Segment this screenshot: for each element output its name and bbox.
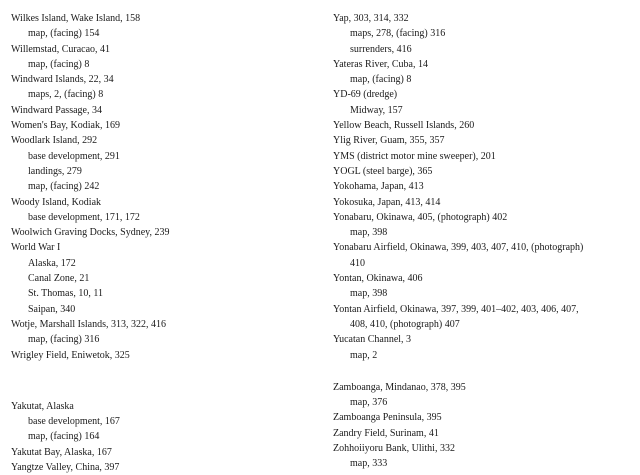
index-entry: Yakutat, Alaska (11, 400, 74, 412)
index-entry: Yucatan Channel, 3 (333, 334, 412, 346)
index-subentry: map, (facing) 242 (28, 181, 100, 193)
index-entry: Wotje, Marshall Islands, 313, 322, 416 (11, 318, 167, 330)
index-subentry: map, 333 (350, 458, 388, 470)
index-subentry: map, (facing) 8 (350, 74, 412, 86)
index-entry: YOGL (steel barge), 365 (333, 165, 433, 177)
right-group-y (333, 11, 633, 363)
index-entry: Yonabaru Airfield, Okinawa, 399, 403, 407, 410, (photograph) (333, 242, 584, 254)
left-group-w (11, 11, 311, 363)
right-column (333, 11, 633, 472)
index-entry: Zamboanga, Mindanao, 378, 395 (333, 381, 466, 393)
index-entry: Windward Passage, 34 (11, 104, 102, 116)
index-subentry: maps, 278, (facing) 316 (350, 28, 446, 40)
index-subentry: maps, 2, (facing) 8 (28, 89, 104, 101)
section-gap (333, 363, 633, 380)
index-entry: Yellow Beach, Russell Islands, 260 (333, 120, 475, 132)
index-subentry: map, (facing) 164 (28, 431, 100, 443)
index-entry: YD-69 (dredge) (333, 89, 398, 101)
index-entry: Yonabaru, Okinawa, 405, (photograph) 402 (333, 211, 508, 223)
index-entry: Women's Bay, Kodiak, 169 (11, 120, 120, 132)
index-subentry: Canal Zone, 21 (28, 273, 90, 285)
index-subentry: Midway, 157 (350, 104, 403, 116)
index-entry: Yateras River, Cuba, 14 (333, 58, 428, 70)
index-entry: Yontan Airfield, Okinawa, 397, 399, 401–402, 403, 406, 407, (333, 303, 579, 315)
index-subentry: Alaska, 172 (28, 257, 76, 269)
index-entry: Woody Island, Kodiak (11, 196, 102, 208)
index-subentry: map, (facing) 8 (28, 58, 90, 70)
index-subentry: base development, 167 (28, 416, 120, 428)
index-entry: Zandry Field, Surinam, 41 (333, 427, 439, 439)
index-entry: Ylig River, Guam, 355, 357 (333, 135, 445, 147)
index-entry: Woolwich Graving Docks, Sydney, 239 (11, 227, 170, 239)
index-entry: Yokohama, Japan, 413 (333, 181, 424, 193)
section-gap (11, 363, 311, 399)
index-entry: Windward Islands, 22, 34 (11, 74, 114, 86)
index-subentry: map, 398 (350, 288, 388, 300)
index-subentry: 408, 410, (photograph) 407 (350, 318, 460, 330)
index-entry: Yangtze Valley, China, 397 (11, 462, 120, 474)
index-subentry: map, 376 (350, 397, 388, 409)
index-subentry: St. Thomas, 10, 11 (28, 288, 104, 300)
left-group-y (11, 399, 311, 475)
index-subentry: 410 (350, 257, 365, 269)
index-entry: Yokosuka, Japan, 413, 414 (333, 196, 441, 208)
index-entry: Yap, 303, 314, 332 (333, 13, 409, 24)
index-subentry: landings, 279 (28, 165, 82, 177)
index-entry: Wrigley Field, Eniwetok, 325 (11, 349, 130, 361)
index-entry: World War I (11, 242, 61, 254)
index-subentry: base development, 291 (28, 150, 120, 162)
index-subentry: map, (facing) 316 (28, 334, 100, 346)
index-entry: Wilkes Island, Wake Island, 158 (11, 13, 141, 24)
index-entry: Woodlark Island, 292 (11, 135, 98, 147)
index-subentry: surrenders, 416 (350, 43, 412, 55)
index-entry: Yontan, Okinawa, 406 (333, 273, 423, 285)
index-entry: Zohhoiiyoru Bank, Ulithi, 332 (333, 443, 455, 455)
index-subentry: Saipan, 340 (28, 303, 76, 315)
index-subentry: map, 2 (350, 349, 378, 361)
index-subentry: map, 398 (350, 227, 388, 239)
index-entry: Zamboanga Peninsula, 395 (333, 412, 442, 424)
index-subentry: map, (facing) 154 (28, 28, 100, 40)
index-subentry: base development, 171, 172 (28, 211, 140, 223)
index-entry: Willemstad, Curacao, 41 (11, 43, 111, 55)
index-entry: Yakutat Bay, Alaska, 167 (11, 446, 112, 458)
index-entry: YMS (district motor mine sweeper), 201 (333, 150, 496, 162)
left-column (11, 11, 311, 475)
